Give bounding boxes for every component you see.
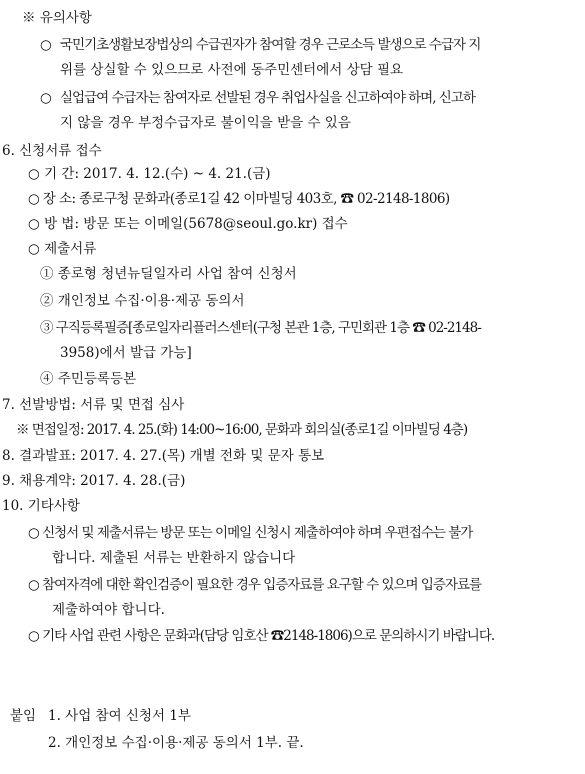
section8-heading: 8. 결과발표: 2017. 4. 27.(목) 개별 전화 및 문자 통보 bbox=[2, 448, 325, 464]
attachment-item-1: 1. 사업 참여 신청서 1부 bbox=[48, 708, 191, 724]
attachments-label: 붙임 bbox=[10, 708, 37, 724]
section10-heading: 10. 기타사항 bbox=[2, 498, 80, 514]
section6-period: ○ 기 간: 2017. 4. 12.(수) ~ 4. 21.(금) bbox=[28, 166, 271, 182]
section6-method: ○ 방 법: 방문 또는 이메일(5678@seoul.go.kr) 접수 bbox=[28, 216, 348, 232]
section6-doc-3-line2: 3958)에서 발급 가능] bbox=[60, 345, 192, 361]
section6-doc-1: ① 종로형 청년뉴딜일자리 사업 참여 신청서 bbox=[40, 266, 297, 282]
note-1-line1: 국민기초생활보장법상의 수급권자가 참여할 경우 근로소득 발생으로 수급자 지 bbox=[60, 37, 481, 53]
section6-doc-4: ④ 주민등록등본 bbox=[40, 371, 137, 387]
notes-heading: ※ 유의사항 bbox=[22, 10, 92, 26]
section6-doc-3-line1: ③ 구직등록필증[종로일자리플러스센터(구청 본관 1층, 구민회관 1층 ☎ 02-2148- bbox=[40, 320, 481, 336]
section6-place: ○ 장 소: 종로구청 문화과(종로1길 42 이마빌딩 403호, ☎ 02-2148-1806) bbox=[28, 191, 450, 207]
section6-heading: 6. 신청서류 접수 bbox=[2, 143, 102, 159]
section10-item-2-line1: ○ 참여자격에 대한 확인검증이 필요한 경우 입증자료를 요구할 수 있으며 입증자료를 bbox=[28, 577, 482, 593]
note-1-bullet: ○ bbox=[40, 37, 52, 53]
section10-item-2-line2: 제출하여야 합니다. bbox=[52, 602, 165, 618]
section9-heading: 9. 채용계약: 2017. 4. 28.(금) bbox=[2, 473, 186, 489]
note-2-bullet: ○ bbox=[40, 90, 52, 106]
section10-item-1-line2: 합니다. 제출된 서류는 반환하지 않습니다 bbox=[52, 550, 296, 566]
attachment-item-2: 2. 개인정보 수집·이용·제공 동의서 1부. 끝. bbox=[48, 735, 304, 751]
note-1-line2: 위를 상실할 수 있으므로 사전에 동주민센터에서 상담 필요 bbox=[60, 62, 404, 78]
section6-doc-2: ② 개인정보 수집·이용·제공 동의서 bbox=[40, 293, 245, 309]
section6-docs-heading: ○ 제출서류 bbox=[28, 241, 97, 257]
section7-heading: 7. 선발방법: 서류 및 면접 심사 bbox=[2, 397, 185, 413]
note-2-line2: 지 않을 경우 부정수급자로 불이익을 받을 수 있음 bbox=[60, 115, 351, 131]
section10-item-1-line1: ○ 신청서 및 제출서류는 방문 또는 이메일 신청시 제출하여야 하며 우편접수는 불가 bbox=[28, 525, 473, 541]
note-2-line1: 실업급여 수급자는 참여자로 선발된 경우 취업사실을 신고하여야 하며, 신고하 bbox=[60, 90, 475, 106]
section10-item-3: ○ 기타 사업 관련 사항은 문화과(담당 임호산 ☎2148-1806)으로 문의하시기 바랍니다. bbox=[28, 628, 495, 644]
section7-interview: ※ 면접일정: 2017. 4. 25.(화) 14:00~16:00, 문화과 회의실(종로1길 이마빌딩 4층) bbox=[16, 422, 468, 438]
